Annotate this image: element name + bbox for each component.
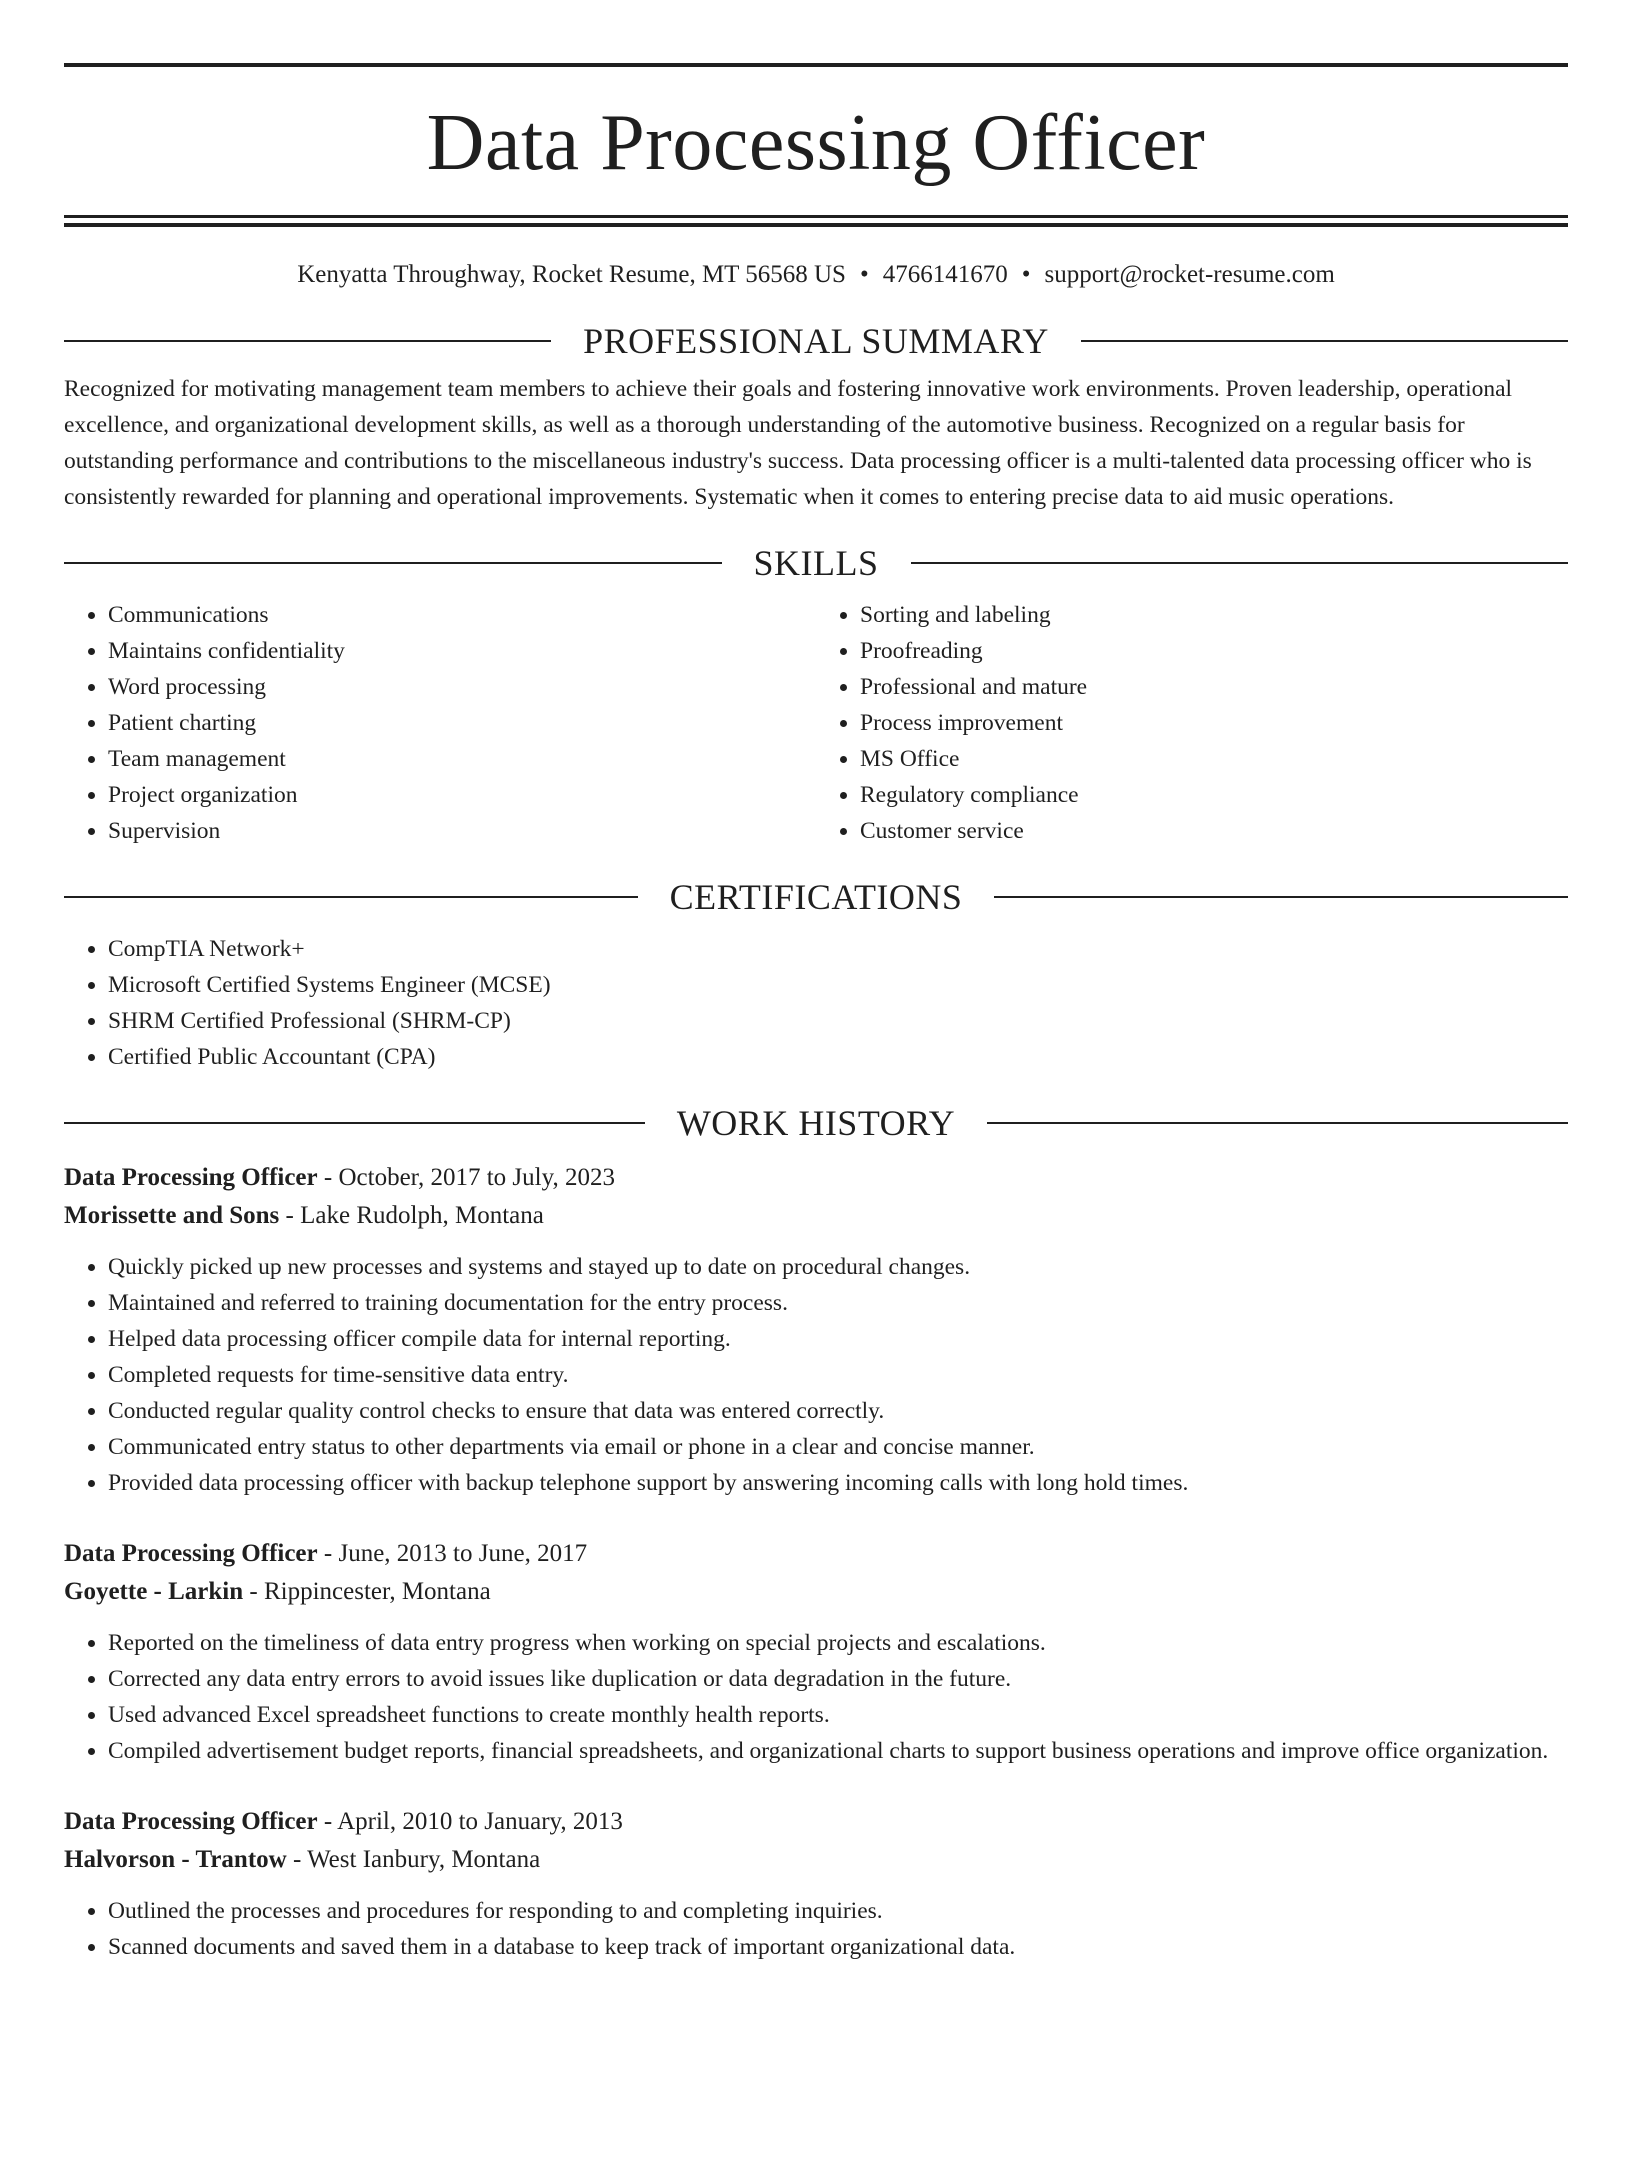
double-rule xyxy=(64,215,1568,227)
joiner: - xyxy=(317,1808,338,1835)
contact-line xyxy=(64,257,1568,293)
job-title-line xyxy=(64,1535,1568,1573)
list-item: • Provided data processing officer with backup telephone support by answering incoming calls with long hold times. xyxy=(108,1465,1568,1501)
contact-separator: • xyxy=(1021,261,1031,288)
work-history-list xyxy=(64,1159,1568,1965)
list-item: • CompTIA Network+ xyxy=(108,931,1568,967)
skills-right-list xyxy=(816,597,1568,849)
certifications-list xyxy=(64,931,1568,1075)
summary-heading xyxy=(64,319,1568,363)
contact-address: Kenyatta Throughway, Rocket Resume, MT 56568 US xyxy=(297,261,846,288)
list-item: • Outlined the processes and procedures for responding to and completing inquiries. xyxy=(108,1893,1568,1929)
summary-text: Recognized for motivating management team members to achieve their goals and fostering innovative work environments. Proven leadership, operational excellence, and organizational development skills, as well as a thorough understanding of the automotive business. Recognized on a regular basis for outstanding performance and contributions to the miscellaneous industry's success. Data processing officer is a multi-talented data processing officer who is consistently rewarded for planning and operational improvements. Systematic when it comes to entering precise data to aid music operations. xyxy=(64,376,1532,510)
resume-title: Data Processing Officer xyxy=(426,99,1206,187)
work-heading xyxy=(64,1101,1568,1145)
skills-columns xyxy=(64,597,1568,849)
top-rule xyxy=(64,63,1568,67)
certifications-title: CERTIFICATIONS xyxy=(669,877,963,917)
certifications-heading xyxy=(64,875,1568,919)
list-item: • Regulatory compliance xyxy=(860,777,1568,813)
list-item: • Patient charting xyxy=(108,705,816,741)
heading-rule-right xyxy=(911,562,1569,564)
work-title: WORK HISTORY xyxy=(676,1103,956,1143)
contact-phone: 4766141670 xyxy=(882,261,1008,288)
list-item: • Proofreading xyxy=(860,633,1568,669)
list-item: • Maintained and referred to training documentation for the entry process. xyxy=(108,1285,1568,1321)
job-company-line xyxy=(64,1841,1568,1879)
joiner: - xyxy=(286,1846,308,1873)
job-dates: April, 2010 to January, 2013 xyxy=(337,1808,623,1835)
list-item: • Scanned documents and saved them in a database to keep track of important organizational data. xyxy=(108,1929,1568,1965)
list-item: • Quickly picked up new processes and systems and stayed up to date on procedural changes. xyxy=(108,1249,1568,1285)
list-item: • SHRM Certified Professional (SHRM-CP) xyxy=(108,1003,1568,1039)
list-item: • Supervision xyxy=(108,813,816,849)
job-bullets xyxy=(64,1625,1568,1769)
list-item: • Certified Public Accountant (CPA) xyxy=(108,1039,1568,1075)
job-location: West Ianbury, Montana xyxy=(307,1846,541,1873)
job-role: Data Processing Officer xyxy=(64,1540,318,1567)
job-role: Data Processing Officer xyxy=(64,1808,318,1835)
job-bullets xyxy=(64,1249,1568,1501)
list-item: • Customer service xyxy=(860,813,1568,849)
heading-rule-right xyxy=(994,896,1568,898)
job-company: Goyette - Larkin xyxy=(64,1578,244,1605)
skills-left-list xyxy=(64,597,816,849)
job-dates: October, 2017 to July, 2023 xyxy=(338,1164,615,1191)
list-item: • Communicated entry status to other departments via email or phone in a clear and concise manner. xyxy=(108,1429,1568,1465)
job-company-line xyxy=(64,1573,1568,1611)
list-item: • Sorting and labeling xyxy=(860,597,1568,633)
job-title-line xyxy=(64,1803,1568,1841)
list-item: • Communications xyxy=(108,597,816,633)
list-item: • Helped data processing officer compile data for internal reporting. xyxy=(108,1321,1568,1357)
job-location: Lake Rudolph, Montana xyxy=(300,1202,544,1229)
list-item: • Microsoft Certified Systems Engineer (MCSE) xyxy=(108,967,1568,1003)
heading-rule-left xyxy=(64,1122,645,1124)
contact-separator: • xyxy=(859,261,869,288)
list-item: • Professional and mature xyxy=(860,669,1568,705)
list-item: • Process improvement xyxy=(860,705,1568,741)
heading-rule-left xyxy=(64,562,722,564)
list-item: • Conducted regular quality control checks to ensure that data was entered correctly. xyxy=(108,1393,1568,1429)
list-item: • Used advanced Excel spreadsheet functions to create monthly health reports. xyxy=(108,1697,1568,1733)
joiner: - xyxy=(317,1164,339,1191)
list-item: • Project organization xyxy=(108,777,816,813)
joiner: - xyxy=(243,1578,264,1605)
skills-heading xyxy=(64,541,1568,585)
job-entry xyxy=(64,1803,1568,1965)
list-item: • Completed requests for time-sensitive data entry. xyxy=(108,1357,1568,1393)
list-item: • MS Office xyxy=(860,741,1568,777)
heading-rule-right xyxy=(987,1122,1568,1124)
job-entry xyxy=(64,1159,1568,1501)
job-location: Rippincester, Montana xyxy=(263,1578,491,1605)
summary-title: PROFESSIONAL SUMMARY xyxy=(583,321,1049,361)
job-dates: June, 2013 to June, 2017 xyxy=(338,1540,588,1567)
skills-title: SKILLS xyxy=(753,543,879,583)
job-company-line xyxy=(64,1197,1568,1235)
list-item: • Word processing xyxy=(108,669,816,705)
job-company: Morissette and Sons xyxy=(64,1202,280,1229)
contact-email: support@rocket-resume.com xyxy=(1044,261,1335,288)
joiner: - xyxy=(317,1540,339,1567)
job-bullets xyxy=(64,1893,1568,1965)
list-item: • Team management xyxy=(108,741,816,777)
list-item: • Reported on the timeliness of data entry progress when working on special projects and escalations. xyxy=(108,1625,1568,1661)
job-role: Data Processing Officer xyxy=(64,1164,318,1191)
heading-rule-right xyxy=(1081,340,1568,342)
list-item: • Corrected any data entry errors to avoid issues like duplication or data degradation in the future. xyxy=(108,1661,1568,1697)
job-title-line xyxy=(64,1159,1568,1197)
job-company: Halvorson - Trantow xyxy=(64,1846,287,1873)
list-item: • Compiled advertisement budget reports, financial spreadsheets, and organizational charts to support business operations and improve office organization. xyxy=(108,1733,1568,1769)
heading-rule-left xyxy=(64,896,638,898)
job-entry xyxy=(64,1535,1568,1769)
resume-page xyxy=(0,63,1632,2175)
joiner: - xyxy=(279,1202,301,1229)
heading-rule-left xyxy=(64,340,551,342)
list-item: • Maintains confidentiality xyxy=(108,633,816,669)
